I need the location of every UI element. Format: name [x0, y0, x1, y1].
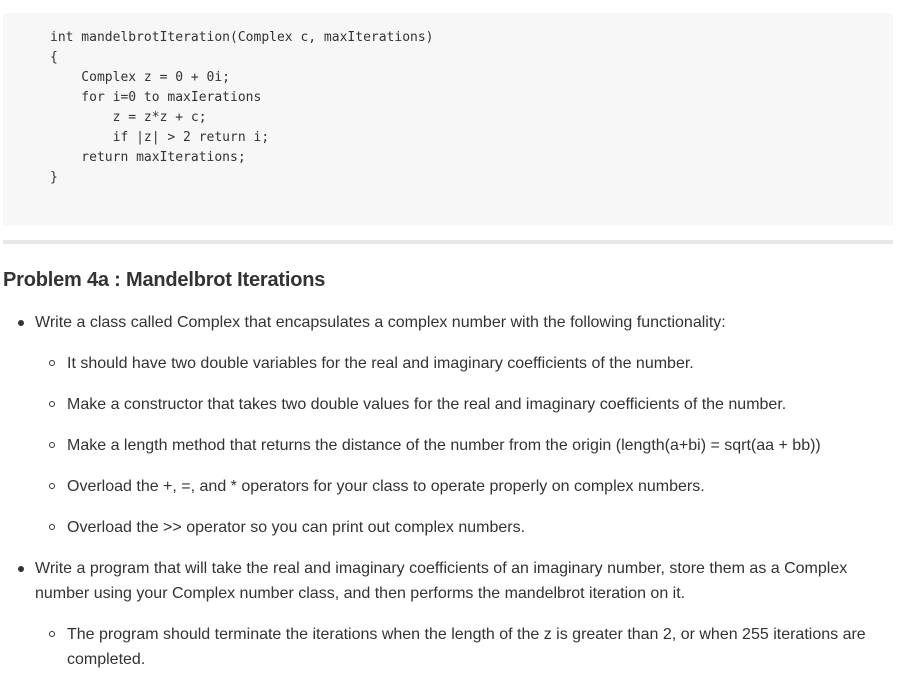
sub-list-item: Make a constructor that takes two double values for the real and imaginary coefficients of the number.	[67, 396, 787, 413]
code-line: }	[50, 170, 58, 185]
sub-list-item: Make a length method that returns the distance of the number from the origin (length(a+bi) = sqrt(aa + bb))	[67, 437, 821, 454]
section-heading: Problem 4a : Mandelbrot Iterations	[3, 269, 326, 291]
bullet-dot-icon	[18, 566, 24, 572]
list-item-continuation: number using your Complex number class, and then performs the mandelbrot iteration on it.	[35, 585, 686, 602]
bullet-circle-icon	[49, 483, 55, 489]
bullet-circle-icon	[49, 524, 55, 530]
sub-list-item-continuation: completed.	[67, 651, 146, 668]
sub-list-item: Overload the +, =, and * operators for your class to operate properly on complex numbers.	[67, 478, 705, 495]
sub-list-item: It should have two double variables for the real and imaginary coefficients of the number.	[67, 355, 694, 372]
list-item: Write a class called Complex that encapsulates a complex number with the following functionality:	[35, 314, 726, 331]
bullet-circle-icon	[49, 360, 55, 366]
code-line: int mandelbrotIteration(Complex c, maxIterations)	[50, 30, 434, 45]
list-item: Write a program that will take the real and imaginary coefficients of an imaginary number, store them as a Complex	[35, 560, 848, 577]
code-line: return maxIterations;	[50, 150, 246, 165]
code-line: if |z| > 2 return i;	[50, 130, 270, 145]
bullet-circle-icon	[49, 442, 55, 448]
bullet-dot-icon	[18, 320, 24, 326]
sub-list-item: Overload the >> operator so you can print out complex numbers.	[67, 519, 526, 536]
bullet-circle-icon	[49, 401, 55, 407]
sub-list-item: The program should terminate the iterations when the length of the z is greater than 2, or when 255 iterations are	[67, 626, 866, 643]
code-line: for i=0 to maxIerations	[50, 90, 262, 105]
horizontal-rule	[3, 240, 893, 244]
code-line: z = z*z + c;	[50, 110, 207, 125]
bullet-circle-icon	[49, 631, 55, 637]
code-line: Complex z = 0 + 0i;	[50, 70, 231, 85]
code-line: {	[50, 50, 58, 65]
